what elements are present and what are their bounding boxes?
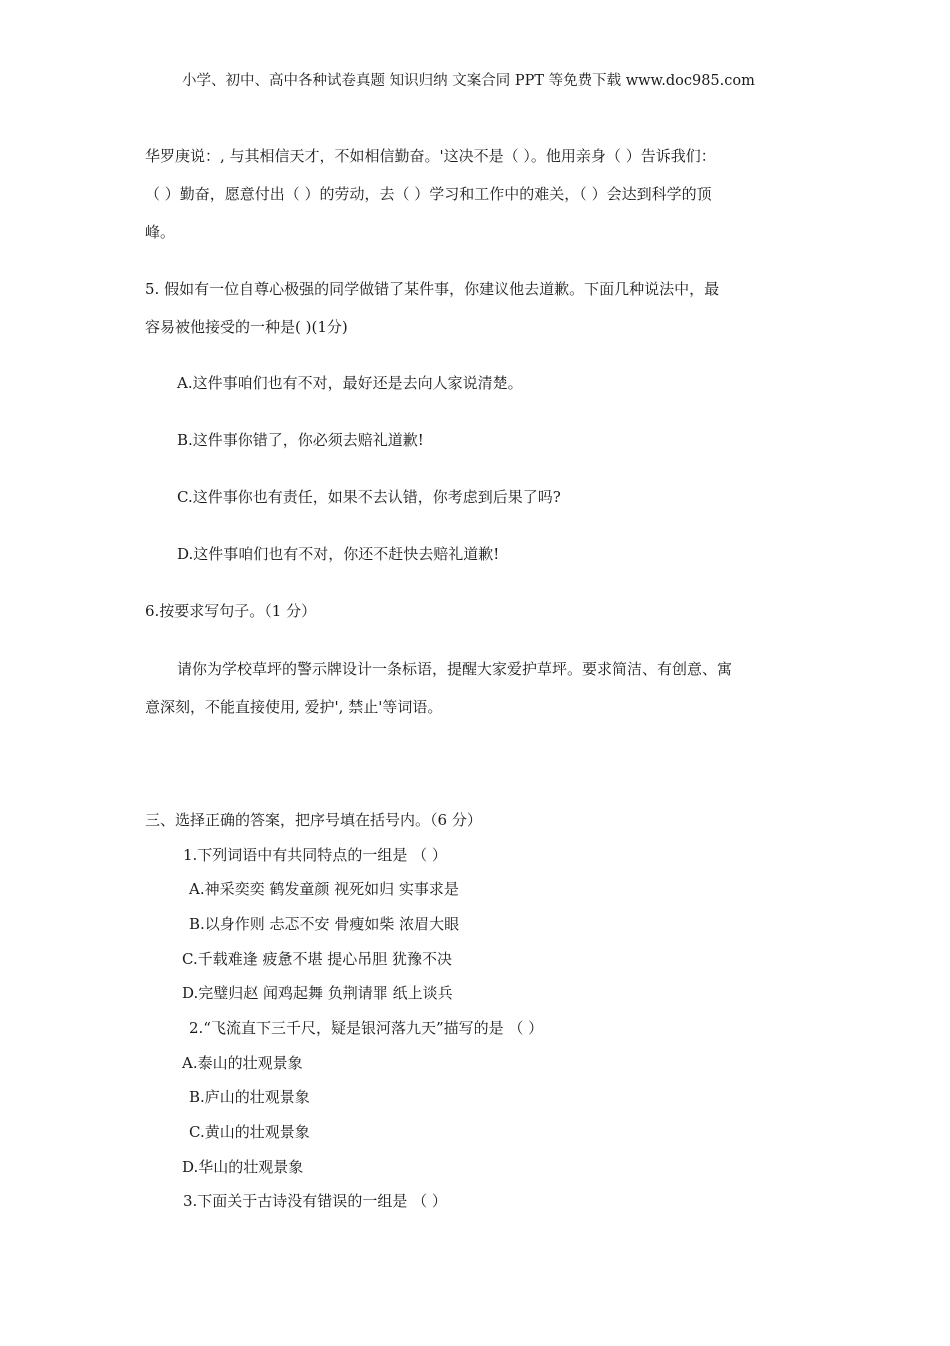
question-stem: 2.“飞流直下三千尺，疑是银河落九天”描写的是 （ ） (189, 1019, 544, 1037)
passage-line: （ ）勤奋，愿意付出（ ）的劳动，去（ ）学习和工作中的难关，（ ）会达到科学的顶 (145, 185, 712, 203)
option-c: C.黄山的壮观景象 (189, 1123, 310, 1141)
option-a: A.这件事咱们也有不对，最好还是去向人家说清楚。 (177, 374, 523, 392)
option-a: A.神采奕奕 鹤发童颜 视死如归 实事求是 (189, 880, 459, 898)
option-b: B.以身作则 忐忑不安 骨瘦如柴 浓眉大眼 (189, 915, 460, 933)
option-b: B.庐山的壮观景象 (189, 1088, 310, 1106)
passage-line: 华罗庚说：, 与其相信天才，不如相信勤奋。'这决不是（ ）。他用亲身（ ）告诉我们： (145, 147, 716, 165)
option-d: D.这件事咱们也有不对，你还不赶快去赔礼道歉! (177, 545, 500, 563)
option-c: C.这件事你也有责任，如果不去认错，你考虑到后果了吗? (177, 488, 561, 506)
question-body: 请你为学校草坪的警示牌设计一条标语，提醒大家爱护草坪。要求简洁、有创意、寓 (177, 660, 733, 678)
option-c: C.千载难逢 疲惫不堪 提心吊胆 犹豫不决 (182, 950, 453, 968)
option-a: A.泰山的壮观景象 (182, 1054, 303, 1072)
option-b: B.这件事你错了，你必须去赔礼道歉! (177, 431, 424, 449)
page-header: 小学、初中、高中各种试卷真题 知识归纳 文案合同 PPT 等免费下载 www.doc985.com (182, 73, 755, 89)
question-stem: 容易被他接受的一种是( )(1分) (145, 318, 348, 336)
question-stem: 1.下列词语中有共同特点的一组是 （ ） (183, 846, 447, 864)
question-stem: 5. 假如有一位自尊心极强的同学做错了某件事，你建议他去道歉。下面几种说法中，最 (145, 280, 720, 298)
question-body: 意深刻，不能直接使用, 爱护', 禁止'等词语。 (145, 698, 443, 716)
passage-line: 峰。 (145, 223, 176, 241)
question-title: 6.按要求写句子。（1 分） (145, 602, 317, 620)
section-title: 三、选择正确的答案，把序号填在括号内。（6 分） (145, 811, 482, 829)
option-d: D.华山的壮观景象 (182, 1158, 304, 1176)
option-d: D.完璧归赵 闻鸡起舞 负荆请罪 纸上谈兵 (182, 984, 453, 1002)
question-stem: 3.下面关于古诗没有错误的一组是 （ ） (183, 1192, 447, 1210)
